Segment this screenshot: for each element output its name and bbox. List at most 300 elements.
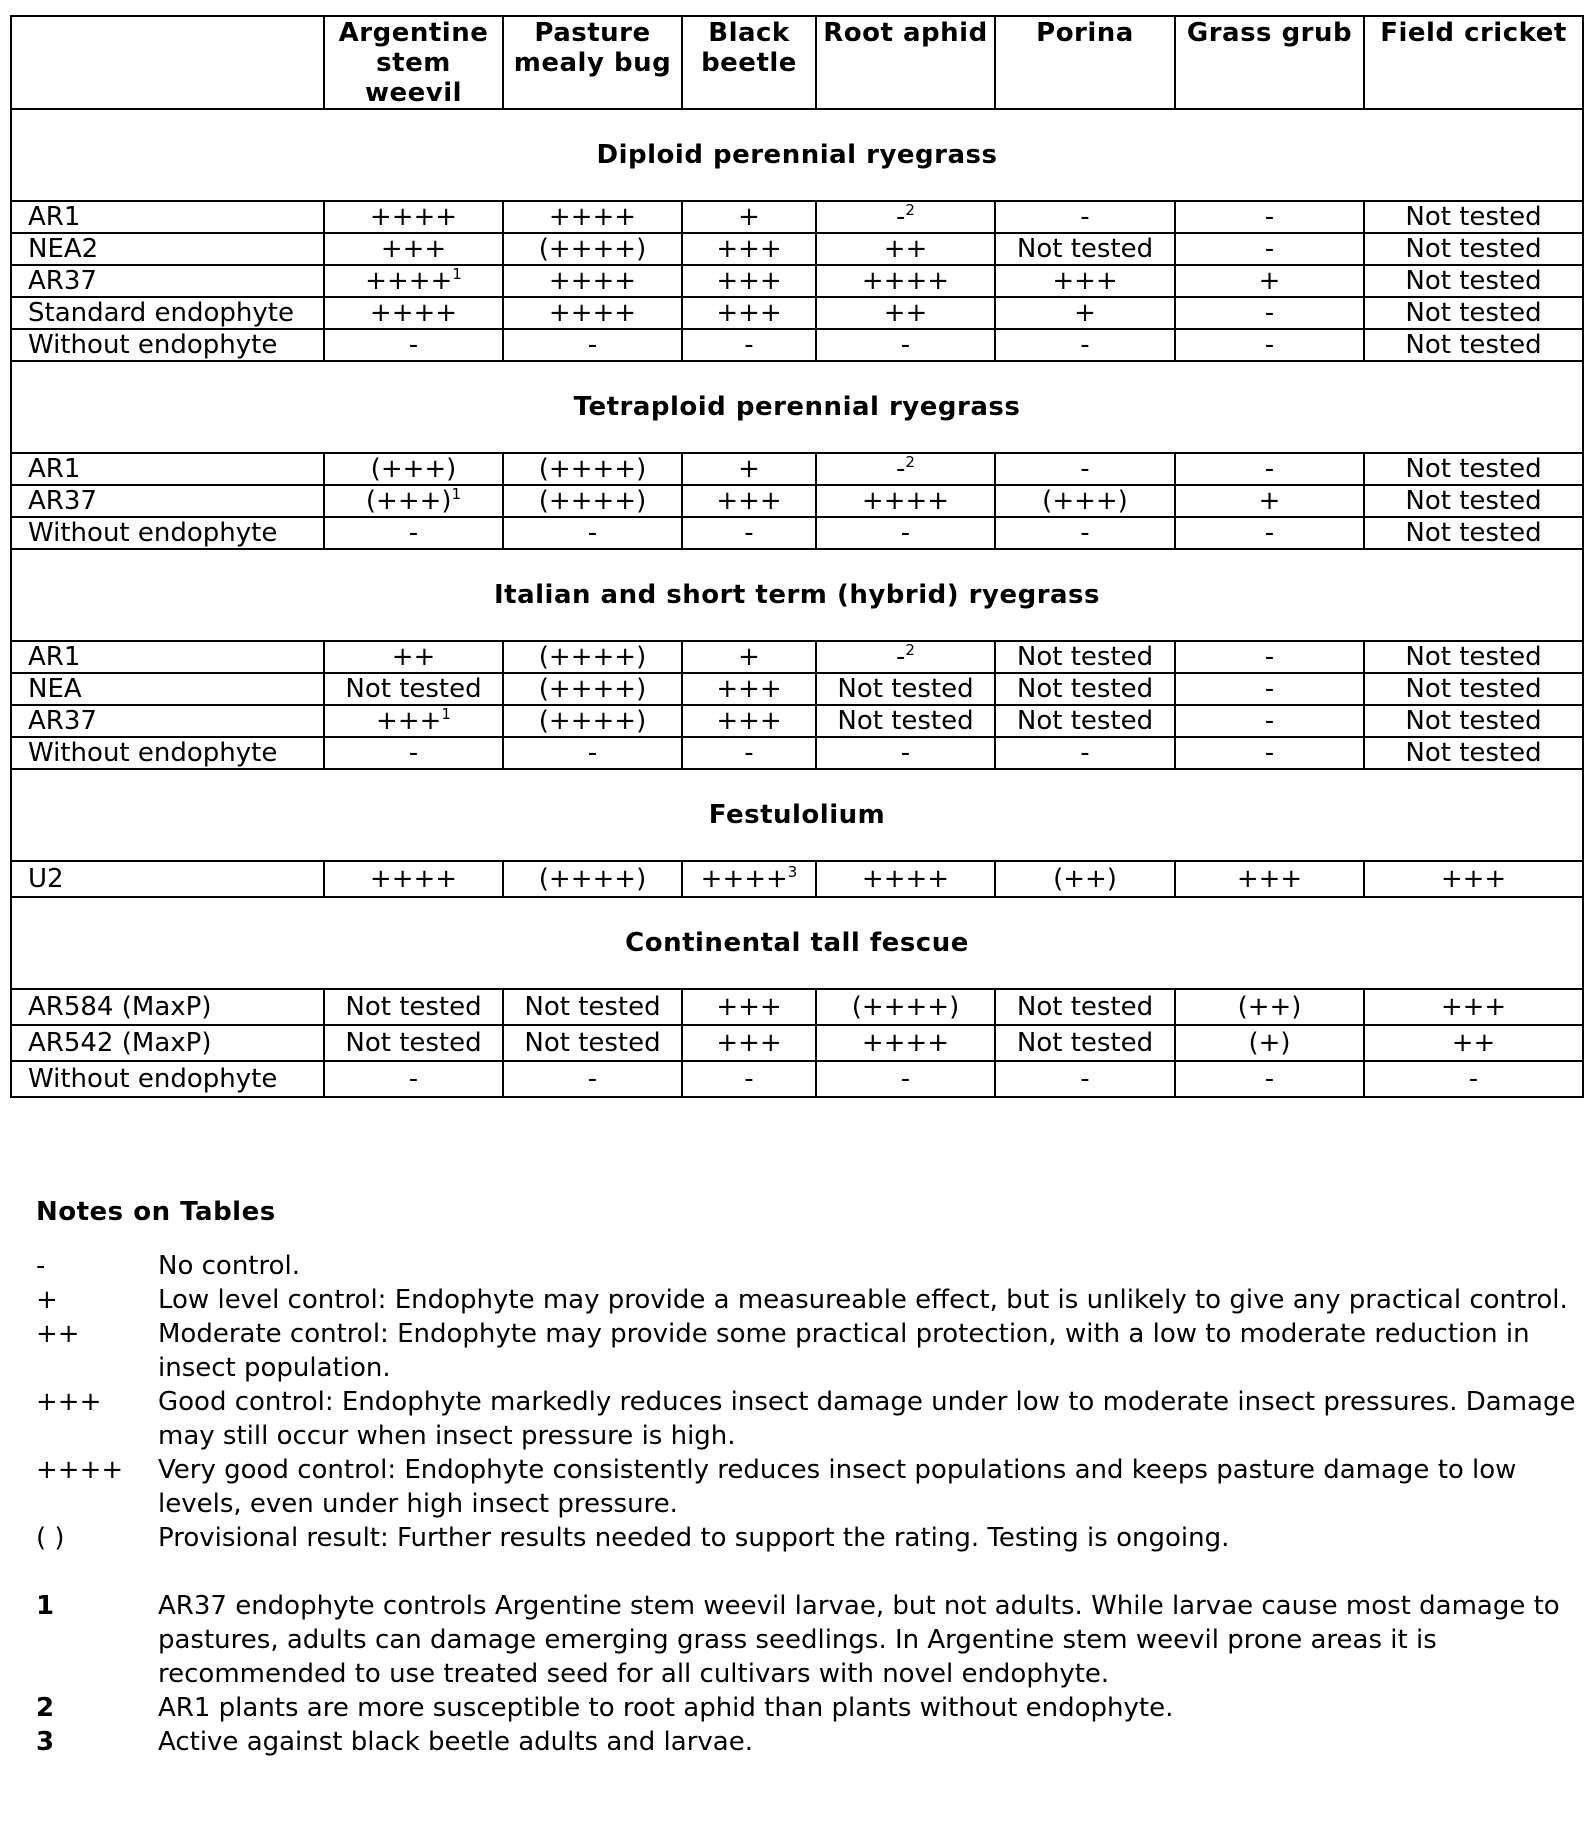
- table-header-row: [11, 16, 1583, 109]
- rating-cell: [503, 705, 682, 737]
- legend-item: [36, 1249, 1586, 1283]
- legend-item: [36, 1283, 1586, 1317]
- rating-value: -: [587, 518, 598, 548]
- table-row: [11, 201, 1583, 233]
- footnote-marker: 2: [905, 641, 915, 659]
- footnote-number: 2: [36, 1693, 55, 1723]
- group-header-row: [11, 549, 1583, 641]
- rating-cell: [1364, 453, 1583, 485]
- rating-value: -: [1264, 330, 1275, 360]
- table-row: [11, 705, 1583, 737]
- rating-cell: [816, 453, 995, 485]
- rating-value: -: [744, 738, 754, 768]
- rating-cell: [324, 265, 503, 297]
- rating-cell: [1364, 641, 1583, 673]
- rating-cell: [503, 737, 682, 769]
- footnote-number: 1: [36, 1591, 55, 1621]
- rating-value: -: [744, 518, 754, 548]
- row-label: U2: [11, 861, 324, 897]
- legend-item: [36, 1453, 1586, 1521]
- notes-section: [36, 1195, 1586, 1759]
- footnote-marker: 1: [451, 485, 462, 503]
- rating-value: ++++: [861, 266, 950, 296]
- rating-value: (+++): [365, 486, 452, 516]
- rating-value: -: [896, 454, 906, 484]
- rating-value: ++: [391, 642, 436, 672]
- rating-value: -: [1264, 298, 1275, 328]
- rating-value: (++++): [538, 674, 647, 704]
- table-row: [11, 1061, 1583, 1097]
- rating-value: -: [1080, 330, 1090, 360]
- rating-cell: [1364, 297, 1583, 329]
- rating-cell: [503, 329, 682, 361]
- group-title: Continental tall fescue: [11, 897, 1583, 989]
- rating-cell: [816, 861, 995, 897]
- footnote-item: [36, 1725, 1586, 1759]
- rating-value: Not tested: [1016, 642, 1154, 672]
- rating-cell: [816, 737, 995, 769]
- rating-value: +++: [716, 266, 782, 296]
- rating-value: +: [1258, 486, 1281, 516]
- rating-value: +: [738, 642, 760, 672]
- rating-cell: [816, 673, 995, 705]
- rating-value: ++++: [548, 202, 637, 232]
- rating-cell: [995, 485, 1175, 517]
- rating-cell: [503, 265, 682, 297]
- group-header-row: [11, 769, 1583, 861]
- rating-cell: [682, 265, 816, 297]
- rating-cell: [682, 641, 816, 673]
- table-body: [11, 109, 1583, 1097]
- rating-value: -: [1264, 518, 1275, 548]
- rating-cell: [995, 329, 1175, 361]
- rating-cell: [1175, 641, 1364, 673]
- rating-cell: [682, 705, 816, 737]
- rating-cell: [1364, 1061, 1583, 1097]
- notes-title: Notes on Tables: [36, 1197, 276, 1227]
- rating-value: ++++: [548, 266, 637, 296]
- rating-cell: [682, 453, 816, 485]
- rating-value: Not tested: [1016, 1028, 1154, 1058]
- rating-cell: [503, 861, 682, 897]
- rating-cell: [1175, 329, 1364, 361]
- rating-cell: [816, 1061, 995, 1097]
- rating-value: ++++: [369, 298, 458, 328]
- rating-cell: [682, 989, 816, 1025]
- rating-value: -: [587, 738, 598, 768]
- rating-cell: [682, 1025, 816, 1061]
- rating-value: Not tested: [524, 1028, 661, 1058]
- header-black-beetle: Black beetle: [682, 16, 816, 109]
- rating-value: Not tested: [1016, 674, 1154, 704]
- footnote-item: [36, 1691, 1586, 1725]
- rating-cell: [1364, 517, 1583, 549]
- header-porina: Porina: [995, 16, 1175, 109]
- rating-value: ++: [883, 298, 928, 328]
- rating-cell: [324, 673, 503, 705]
- rating-value: -: [1080, 202, 1090, 232]
- table-row: [11, 737, 1583, 769]
- rating-cell: [1175, 861, 1364, 897]
- rating-value: +++: [1440, 992, 1507, 1022]
- header-root-aphid: Root aphid: [816, 16, 995, 109]
- legend-symbol: ++: [36, 1319, 80, 1349]
- rating-value: Not tested: [1405, 454, 1542, 484]
- group-title: Tetraploid perennial ryegrass: [11, 361, 1583, 453]
- rating-cell: [1175, 453, 1364, 485]
- rating-cell: [503, 201, 682, 233]
- rating-cell: [816, 517, 995, 549]
- rating-cell: [995, 265, 1175, 297]
- rating-cell: [995, 989, 1175, 1025]
- rating-value: -: [1264, 234, 1275, 264]
- table-row: [11, 1025, 1583, 1061]
- rating-cell: [1364, 201, 1583, 233]
- row-label: AR1: [11, 201, 324, 233]
- rating-cell: [682, 737, 816, 769]
- rating-value: Not tested: [1405, 234, 1542, 264]
- rating-cell: [995, 673, 1175, 705]
- rating-cell: [682, 201, 816, 233]
- rating-value: Not tested: [345, 992, 482, 1022]
- rating-cell: [1175, 201, 1364, 233]
- rating-value: (++++): [538, 454, 647, 484]
- group-header-row: [11, 361, 1583, 453]
- rating-value: -: [408, 330, 419, 360]
- rating-value: (++++): [538, 706, 647, 736]
- rating-cell: [682, 517, 816, 549]
- row-label: AR584 (MaxP): [11, 989, 324, 1025]
- rating-value: +: [1074, 298, 1096, 328]
- rating-cell: [816, 201, 995, 233]
- rating-cell: [995, 201, 1175, 233]
- rating-value: (++++): [538, 864, 647, 894]
- rating-cell: [1175, 989, 1364, 1025]
- rating-cell: [816, 233, 995, 265]
- row-label: AR1: [11, 641, 324, 673]
- rating-cell: [324, 329, 503, 361]
- rating-value: (+++): [1042, 486, 1128, 516]
- footnote-text: Active against black beetle adults and larvae.: [158, 1727, 753, 1757]
- rating-value: -: [900, 518, 911, 548]
- row-label: AR37: [11, 485, 324, 517]
- row-label: AR37: [11, 705, 324, 737]
- rating-cell: [1364, 1025, 1583, 1061]
- rating-value: Not tested: [345, 1028, 482, 1058]
- rating-value: -: [1264, 706, 1275, 736]
- table-row: [11, 233, 1583, 265]
- rating-value: -: [1080, 518, 1090, 548]
- rating-value: Not tested: [1405, 486, 1542, 516]
- rating-value: -: [900, 738, 911, 768]
- rating-cell: [1364, 737, 1583, 769]
- rating-cell: [324, 201, 503, 233]
- rating-value: ++: [1451, 1028, 1496, 1058]
- rating-cell: [682, 861, 816, 897]
- rating-cell: [1175, 1025, 1364, 1061]
- rating-value: Not tested: [1405, 674, 1542, 704]
- rating-value: Not tested: [345, 674, 482, 704]
- rating-value: ++++: [861, 864, 950, 894]
- rating-cell: [995, 861, 1175, 897]
- rating-value: (++): [1053, 864, 1117, 894]
- rating-value: Not tested: [1405, 266, 1542, 296]
- rating-cell: [503, 989, 682, 1025]
- rating-value: Not tested: [1405, 642, 1542, 672]
- rating-value: ++++: [861, 1028, 950, 1058]
- rating-value: (++++): [538, 642, 647, 672]
- table-row: [11, 641, 1583, 673]
- table-row: [11, 673, 1583, 705]
- legend-text: Very good control: Endophyte consistently reduces insect populations and keeps pasture damage to low levels, even under high insect pressure.: [158, 1455, 1517, 1519]
- rating-cell: [995, 517, 1175, 549]
- footnote-number: 3: [36, 1727, 55, 1757]
- rating-value: Not tested: [524, 992, 661, 1022]
- row-label: AR37: [11, 265, 324, 297]
- rating-cell: [1175, 265, 1364, 297]
- rating-value: -: [1264, 202, 1275, 232]
- rating-value: +++: [716, 674, 782, 704]
- rating-cell: [1364, 485, 1583, 517]
- rating-cell: [503, 1061, 682, 1097]
- legend-item: [36, 1521, 1586, 1555]
- rating-cell: [816, 485, 995, 517]
- rating-value: Not tested: [1405, 298, 1542, 328]
- rating-value: -: [1264, 674, 1275, 704]
- rating-cell: [324, 641, 503, 673]
- rating-cell: [1364, 673, 1583, 705]
- rating-value: ++++: [365, 266, 453, 296]
- header-grass-grub: Grass grub: [1175, 16, 1364, 109]
- rating-cell: [324, 861, 503, 897]
- rating-value: +: [1258, 266, 1281, 296]
- rating-cell: [324, 517, 503, 549]
- rating-cell: [682, 673, 816, 705]
- rating-value: -: [1264, 1064, 1275, 1094]
- rating-cell: [816, 265, 995, 297]
- group-title: Italian and short term (hybrid) ryegrass: [11, 549, 1583, 641]
- endophyte-insect-control-table: [10, 15, 1584, 1098]
- rating-value: ++++: [700, 864, 788, 894]
- rating-value: -: [744, 1064, 754, 1094]
- rating-value: (++): [1237, 992, 1302, 1022]
- rating-cell: [995, 297, 1175, 329]
- rating-cell: [1175, 297, 1364, 329]
- row-label: NEA2: [11, 233, 324, 265]
- rating-cell: [995, 453, 1175, 485]
- footnote-marker: 2: [905, 453, 915, 471]
- legend-text: Low level control: Endophyte may provide a measureable effect, but is unlikely to give any practical control.: [158, 1285, 1568, 1315]
- rating-value: -: [587, 330, 598, 360]
- rating-cell: [1175, 233, 1364, 265]
- header-argentine-stem-weevil: Argentine stem weevil: [324, 16, 503, 109]
- rating-cell: [324, 705, 503, 737]
- rating-value: ++++: [369, 864, 458, 894]
- rating-cell: [503, 485, 682, 517]
- rating-value: -: [587, 1064, 598, 1094]
- rating-cell: [324, 233, 503, 265]
- rating-value: +++: [1440, 864, 1507, 894]
- legend-item: [36, 1385, 1586, 1453]
- group-title: Diploid perennial ryegrass: [11, 109, 1583, 201]
- row-label: AR1: [11, 453, 324, 485]
- table-row: [11, 517, 1583, 549]
- table-row: [11, 485, 1583, 517]
- group-header-row: [11, 897, 1583, 989]
- legend-symbol: -: [36, 1251, 46, 1281]
- rating-value: Not tested: [1405, 738, 1542, 768]
- rating-cell: [816, 705, 995, 737]
- rating-cell: [324, 737, 503, 769]
- rating-cell: [1364, 861, 1583, 897]
- rating-cell: [1175, 705, 1364, 737]
- rating-cell: [816, 297, 995, 329]
- legend-text: Good control: Endophyte markedly reduces insect damage under low to moderate insect pressures. Damage may still occur when insect pressure is high.: [158, 1387, 1576, 1451]
- rating-value: -: [1080, 738, 1090, 768]
- rating-value: +++: [376, 706, 442, 736]
- rating-value: +++: [716, 1028, 782, 1058]
- table-row: [11, 265, 1583, 297]
- rating-value: -: [744, 330, 754, 360]
- rating-value: ++++: [548, 298, 637, 328]
- legend-symbol: +: [36, 1285, 58, 1315]
- rating-cell: [503, 517, 682, 549]
- row-label: Without endophyte: [11, 1061, 324, 1097]
- footnote-marker: 2: [905, 201, 915, 219]
- rating-cell: [816, 989, 995, 1025]
- group-header-row: [11, 109, 1583, 201]
- rating-value: Not tested: [1405, 706, 1542, 736]
- rating-cell: [503, 453, 682, 485]
- legend-symbol: ++++: [36, 1455, 124, 1485]
- rating-value: -: [900, 1064, 911, 1094]
- header-pasture-mealy-bug: Pasture mealy bug: [503, 16, 682, 109]
- rating-cell: [324, 989, 503, 1025]
- legend-symbol: ( ): [36, 1523, 65, 1553]
- rating-cell: [995, 233, 1175, 265]
- rating-cell: [682, 329, 816, 361]
- rating-value: -: [408, 1064, 419, 1094]
- rating-value: -: [408, 518, 419, 548]
- rating-cell: [682, 297, 816, 329]
- rating-value: +++: [1052, 266, 1118, 296]
- rating-cell: [995, 641, 1175, 673]
- rating-cell: [324, 485, 503, 517]
- rating-cell: [503, 1025, 682, 1061]
- rating-value: +++: [716, 486, 782, 516]
- rating-value: Not tested: [837, 674, 974, 704]
- rating-cell: [324, 1061, 503, 1097]
- row-label: Standard endophyte: [11, 297, 324, 329]
- rating-value: +: [738, 454, 760, 484]
- rating-cell: [1364, 265, 1583, 297]
- rating-value: +++: [716, 298, 782, 328]
- rating-value: +++: [1236, 864, 1303, 894]
- row-label: Without endophyte: [11, 517, 324, 549]
- legend-text: Provisional result: Further results needed to support the rating. Testing is ongoing.: [158, 1523, 1230, 1553]
- rating-value: -: [896, 642, 906, 672]
- rating-legend: [36, 1249, 1586, 1555]
- rating-value: ++++: [369, 202, 458, 232]
- footnote-text: AR1 plants are more susceptible to root aphid than plants without endophyte.: [158, 1693, 1174, 1723]
- legend-symbol: +++: [36, 1387, 102, 1417]
- rating-value: ++++: [861, 486, 950, 516]
- rating-cell: [324, 297, 503, 329]
- row-label: NEA: [11, 673, 324, 705]
- group-title: Festulolium: [11, 769, 1583, 861]
- footnote-text: AR37 endophyte controls Argentine stem weevil larvae, but not adults. While larvae cause most damage to pastures, adults can damage emerging grass seedlings. In Argentine stem weevil prone areas it is recommended to use treated seed for all cultivars with novel endophyte.: [158, 1591, 1560, 1689]
- rating-cell: [324, 453, 503, 485]
- rating-cell: [1364, 705, 1583, 737]
- rating-value: -: [900, 330, 911, 360]
- rating-cell: [1364, 233, 1583, 265]
- rating-value: +++: [380, 234, 447, 264]
- rating-cell: [995, 705, 1175, 737]
- rating-cell: [503, 673, 682, 705]
- rating-value: Not tested: [1405, 518, 1542, 548]
- header-blank: [11, 16, 324, 109]
- table-row: [11, 297, 1583, 329]
- rating-cell: [682, 233, 816, 265]
- rating-value: -: [896, 202, 906, 232]
- rating-value: Not tested: [837, 706, 974, 736]
- rating-value: ++: [883, 234, 928, 264]
- legend-text: No control.: [158, 1251, 301, 1281]
- rating-cell: [816, 641, 995, 673]
- rating-cell: [682, 1061, 816, 1097]
- rating-cell: [503, 233, 682, 265]
- footnote-marker: 3: [787, 863, 798, 881]
- rating-value: -: [1080, 1064, 1090, 1094]
- legend-text: Moderate control: Endophyte may provide some practical protection, with a low to moderate reduction in insect population.: [158, 1319, 1530, 1383]
- rating-cell: [995, 737, 1175, 769]
- rating-value: -: [1264, 454, 1275, 484]
- legend-item: [36, 1317, 1586, 1385]
- table-row: [11, 989, 1583, 1025]
- rating-cell: [995, 1061, 1175, 1097]
- footnotes: [36, 1589, 1586, 1759]
- rating-cell: [995, 1025, 1175, 1061]
- rating-cell: [324, 1025, 503, 1061]
- rating-value: Not tested: [1405, 202, 1542, 232]
- rating-cell: [1175, 673, 1364, 705]
- rating-value: Not tested: [1405, 330, 1542, 360]
- rating-value: +: [738, 202, 760, 232]
- rating-value: +++: [716, 706, 782, 736]
- row-label: AR542 (MaxP): [11, 1025, 324, 1061]
- footnote-marker: 1: [452, 265, 462, 283]
- rating-value: (+++): [370, 454, 457, 484]
- rating-value: -: [1080, 454, 1090, 484]
- rating-cell: [816, 1025, 995, 1061]
- rating-cell: [1175, 1061, 1364, 1097]
- rating-value: (++++): [538, 486, 647, 516]
- rating-value: -: [1468, 1064, 1479, 1094]
- rating-value: (+): [1248, 1028, 1291, 1058]
- rating-value: (++++): [851, 992, 960, 1022]
- table-row: [11, 453, 1583, 485]
- rating-cell: [1175, 737, 1364, 769]
- rating-value: -: [1264, 642, 1275, 672]
- rating-cell: [1175, 485, 1364, 517]
- rating-cell: [1175, 517, 1364, 549]
- rating-cell: [682, 485, 816, 517]
- rating-cell: [816, 329, 995, 361]
- rating-cell: [503, 297, 682, 329]
- rating-value: (++++): [538, 234, 647, 264]
- rating-value: +++: [716, 992, 782, 1022]
- rating-value: -: [408, 738, 419, 768]
